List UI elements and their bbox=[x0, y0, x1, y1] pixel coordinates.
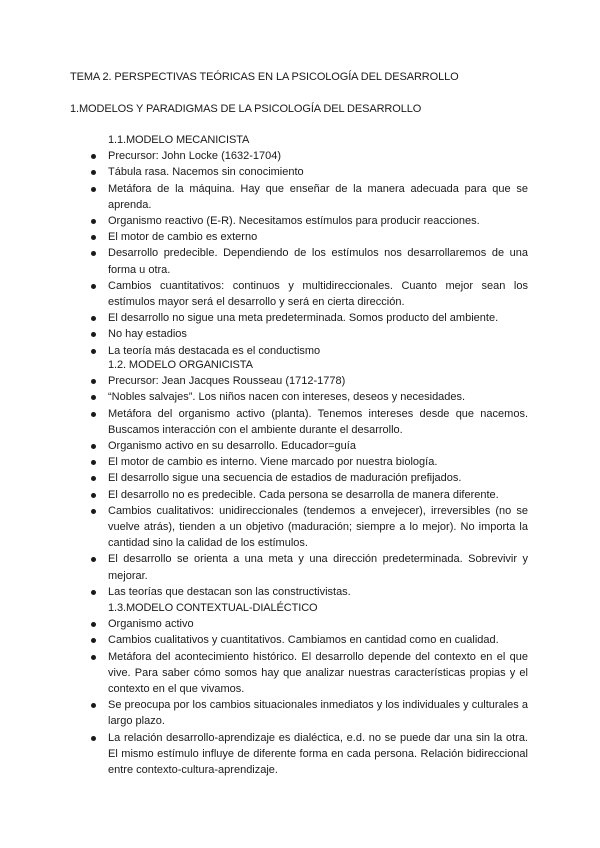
list-item-text: Metáfora de la máquina. Hay que enseñar de la manera adecuada para que se aprenda. bbox=[108, 182, 528, 211]
section-heading: 1.3.MODELO CONTEXTUAL-DIALÉCTICO bbox=[108, 602, 318, 614]
list-item-text: Tábula rasa. Nacemos sin conocimiento bbox=[108, 166, 304, 179]
bullet-icon bbox=[91, 284, 96, 289]
section-heading: 1.2. MODELO ORGANICISTA bbox=[108, 359, 253, 371]
list-item bbox=[108, 245, 528, 277]
list-item bbox=[108, 326, 528, 342]
bullet-icon bbox=[91, 622, 96, 627]
list-item-text: Cambios cualitativos: unidireccionales (tendemos a envejecer), irreversibles (no se vuelve atrás), tienden a un objetivo (maduración; siempre a lo mejor). No importa la cantidad sino la calidad de los estímulos. bbox=[108, 504, 528, 550]
bullet-icon bbox=[91, 460, 96, 465]
bullet-icon bbox=[91, 412, 96, 417]
list-item-text: Organismo activo en su desarrollo. Educador=guía bbox=[108, 440, 356, 453]
list-item bbox=[108, 616, 528, 632]
list-item bbox=[108, 148, 528, 164]
bullet-icon bbox=[91, 444, 96, 449]
bullet-icon bbox=[91, 493, 96, 498]
list-item bbox=[108, 551, 528, 583]
list-item-text: El desarrollo sigue una secuencia de estadios de maduración prefijados. bbox=[108, 472, 462, 485]
list-item bbox=[108, 584, 528, 600]
list-item-text: La relación desarrollo-aprendizaje es dialéctica, e.d. no se puede dar una sin la otra. El mismo estímulo influye de diferente forma en cada persona. Relación bidireccional entre contexto-cultura-aprendizaje. bbox=[108, 731, 528, 777]
list-item-text: Las teorías que destacan son las constructivistas. bbox=[108, 585, 351, 598]
bullet-icon bbox=[91, 349, 96, 354]
list-item-text: El motor de cambio es interno. Viene marcado por nuestra biología. bbox=[108, 456, 438, 469]
bullet-icon bbox=[91, 251, 96, 256]
section-contextual-dialectico bbox=[0, 600, 600, 778]
section-mecanicista bbox=[0, 132, 600, 359]
list-item-text: El desarrollo no sigue una meta predeterminada. Somos producto del ambiente. bbox=[108, 312, 499, 325]
bullet-icon bbox=[91, 736, 96, 741]
list-item-text: Se preocupa por los cambios situacionales inmediatos y los individuales y culturales a largo plazo. bbox=[108, 699, 528, 728]
list-item bbox=[108, 470, 528, 486]
list-item bbox=[108, 213, 528, 229]
list-item bbox=[108, 278, 528, 310]
bullet-icon bbox=[91, 557, 96, 562]
bullet-icon bbox=[91, 316, 96, 321]
list-item-text: Organismo reactivo (E-R). Necesitamos estímulos para producir reacciones. bbox=[108, 215, 480, 228]
list-item-text: La teoría más destacada es el conductismo bbox=[108, 344, 321, 357]
list-item-text: Precursor: John Locke (1632-1704) bbox=[108, 150, 282, 163]
list-item-text: Desarrollo predecible. Dependiendo de los estímulos nos desarrollaremos de una forma u otra. bbox=[108, 247, 528, 276]
list-item-text: Metáfora del acontecimiento histórico. El desarrollo depende del contexto en el que vive. Para saber cómo somos hay que analizar nuestras características propias y el contexto en el que vivamos. bbox=[108, 650, 528, 696]
list-item-text: El desarrollo se orienta a una meta y una dirección predeterminada. Sobrevivir y mejorar. bbox=[108, 553, 528, 582]
bullet-icon bbox=[91, 509, 96, 514]
list-item-text: “Nobles salvajes”. Los niños nacen con intereses, deseos y necesidades. bbox=[108, 391, 466, 404]
list-item bbox=[108, 406, 528, 438]
bullet-icon bbox=[91, 235, 96, 240]
bullet-icon bbox=[91, 170, 96, 175]
section-title: 1.MODELOS Y PARADIGMAS DE LA PSICOLOGÍA DEL DESARROLLO bbox=[70, 103, 422, 115]
bullet-icon bbox=[91, 379, 96, 384]
list-item bbox=[108, 487, 528, 503]
list-item-text: El desarrollo no es predecible. Cada persona se desarrolla de manera diferente. bbox=[108, 488, 499, 501]
bullet-icon bbox=[91, 590, 96, 595]
list-item-text: Cambios cuantitativos: continuos y multidireccionales. Cuanto mejor sean los estímulos mayor será el desarrollo y será en cierta dirección. bbox=[108, 279, 528, 309]
document-title: TEMA 2. PERSPECTIVAS TEÓRICAS EN LA PSICOLOGÍA DEL DESARROLLO bbox=[70, 71, 459, 83]
list-item bbox=[108, 229, 528, 245]
list-item bbox=[108, 697, 528, 729]
list-item bbox=[108, 649, 528, 698]
list-item bbox=[108, 373, 528, 389]
list-item bbox=[108, 389, 528, 405]
section-organicista bbox=[0, 357, 600, 600]
bullet-icon bbox=[91, 638, 96, 643]
list-item bbox=[108, 632, 528, 648]
bullet-icon bbox=[91, 187, 96, 192]
list-item-text: Metáfora del organismo activo (planta). Tenemos intereses desde que nacemos. Buscamos interacción con el ambiente durante el desarrollo. bbox=[108, 407, 528, 436]
bullet-icon bbox=[91, 655, 96, 660]
bullet-icon bbox=[91, 395, 96, 400]
bullet-icon bbox=[91, 476, 96, 481]
bullet-icon bbox=[91, 219, 96, 224]
list-item-text: Cambios cualitativos y cuantitativos. Cambiamos en cantidad como en cualidad. bbox=[108, 634, 499, 647]
bullet-icon bbox=[91, 154, 96, 159]
list-item bbox=[108, 503, 528, 552]
list-item-text: El motor de cambio es externo bbox=[108, 231, 258, 244]
list-item bbox=[108, 438, 528, 454]
section-heading: 1.1.MODELO MECANICISTA bbox=[108, 134, 250, 146]
bullet-icon bbox=[91, 703, 96, 708]
list-item bbox=[108, 454, 528, 470]
bullet-icon bbox=[91, 332, 96, 337]
list-item-text: Precursor: Jean Jacques Rousseau (1712-1778) bbox=[108, 375, 346, 388]
list-item bbox=[108, 730, 528, 779]
list-item bbox=[108, 181, 528, 213]
list-item-text: Organismo activo bbox=[108, 618, 194, 631]
list-item bbox=[108, 164, 528, 180]
list-item-text: No hay estadios bbox=[108, 328, 187, 341]
list-item bbox=[108, 310, 528, 326]
